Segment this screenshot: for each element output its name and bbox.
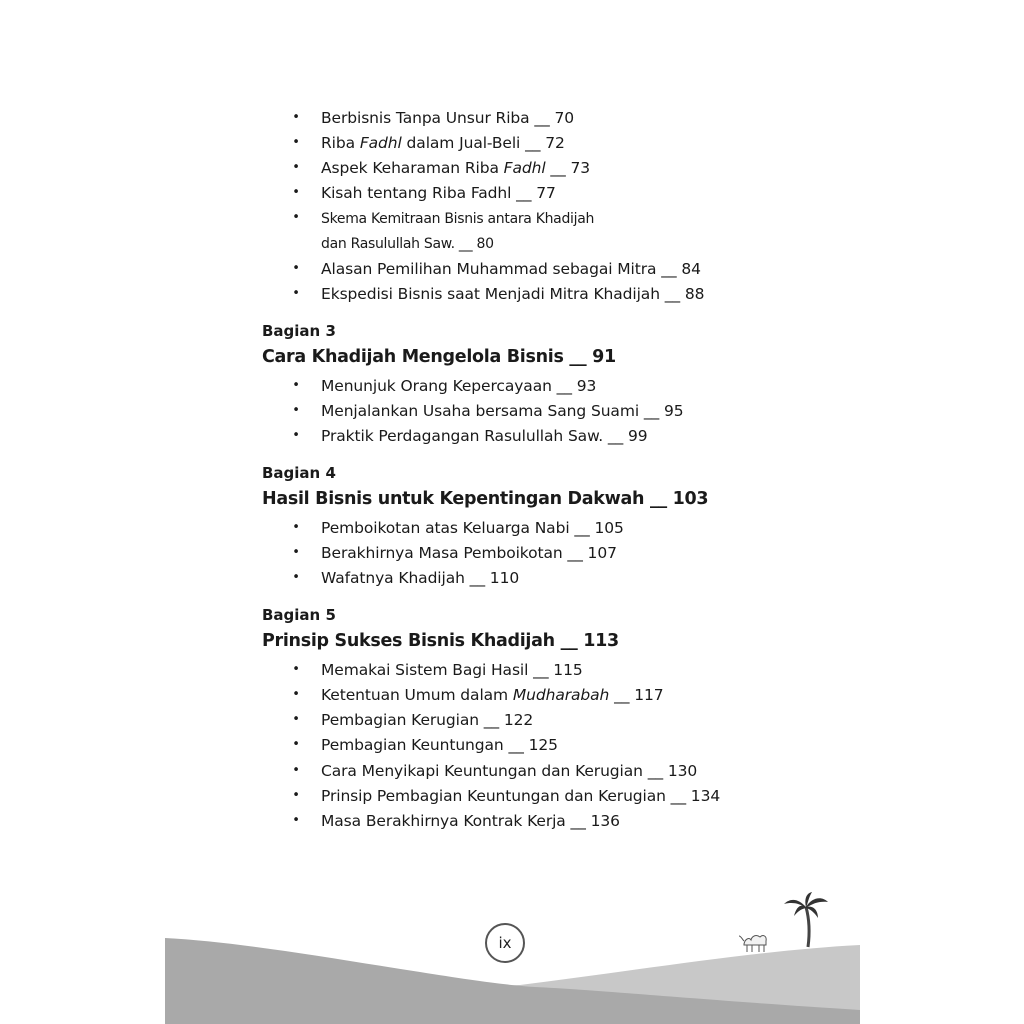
toc-entry [292,376,597,396]
toc-entry-text: Berakhirnya Masa Pemboikotan __ 107 [321,544,617,562]
palm-tree-icon [784,892,828,947]
part-title: Hasil Bisnis untuk Kepentingan Dakwah __ 103 [262,489,709,509]
toc-entry [292,284,705,304]
bullet-icon: • [292,570,300,585]
toc-entry-text: Pembagian Kerugian __ 122 [321,711,534,729]
toc-entry-text: Alasan Pemilihan Muhammad sebagai Mitra __ 84 [321,260,701,278]
toc-entry [292,660,583,680]
toc-entry [292,761,698,781]
toc-entry-text: Berbisnis Tanpa Unsur Riba __ 70 [321,109,575,127]
bullet-icon: • [292,378,300,393]
toc-entry [292,259,701,279]
toc-entry-text-italic: Mudharabah [512,686,610,704]
toc-entry-text: Ekspedisi Bisnis saat Menjadi Mitra Khadijah __ 88 [321,285,705,303]
toc-entry-text: Praktik Perdagangan Rasulullah Saw. __ 99 [321,427,648,445]
bullet-icon: • [292,110,300,125]
toc-entry-text: Wafatnya Khadijah __ 110 [321,569,520,587]
toc-entry [292,108,575,128]
toc-entry-text: Memakai Sistem Bagi Hasil __ 115 [321,661,583,679]
part-title: Prinsip Sukses Bisnis Khadijah __ 113 [262,631,619,651]
toc-entry-text-pre: Ketentuan Umum dalam [321,686,513,704]
toc-entry-text: Masa Berakhirnya Kontrak Kerja __ 136 [321,812,620,830]
part-title: Cara Khadijah Mengelola Bisnis __ 91 [262,347,616,367]
bullet-icon: • [292,520,300,535]
toc-entry [292,518,624,538]
toc-entry [292,786,721,806]
bullet-icon: • [292,687,300,702]
toc-entry-text: Prinsip Pembagian Keuntungan dan Kerugian __ 134 [321,787,721,805]
page-number: ix [485,923,525,963]
toc-entry [292,426,648,446]
toc-entry-text: Pembagian Keuntungan __ 125 [321,736,558,754]
toc-entry [292,543,617,563]
toc-entry-text-pre: Aspek Keharaman Riba [321,159,504,177]
bullet-icon: • [292,428,300,443]
toc-entry [292,685,664,705]
toc-entry-text-pre: Riba [321,134,360,152]
toc-entry-text-italic: Fadhl [503,159,546,177]
toc-entry-text-post: __ 73 [545,159,591,177]
bullet-icon: • [292,662,300,677]
toc-entry [292,811,620,831]
bullet-icon: • [292,286,300,301]
toc-entry [292,401,684,421]
bullet-icon: • [292,210,300,225]
part-label: Bagian 3 [262,322,336,340]
bullet-icon: • [292,160,300,175]
bullet-icon: • [292,712,300,727]
bullet-icon: • [292,403,300,418]
toc-entry-text-line2: dan Rasulullah Saw. __ 80 [321,236,494,252]
toc-entry-continuation [321,233,494,254]
toc-entry-text: Kisah tentang Riba Fadhl __ 77 [321,184,556,202]
bullet-icon: • [292,737,300,752]
bullet-icon: • [292,813,300,828]
toc-entry [292,133,565,153]
toc-entry-text-italic: Fadhl [359,134,402,152]
bullet-icon: • [292,135,300,150]
camel-icon [739,936,766,952]
toc-entry-text: Pemboikotan atas Keluarga Nabi __ 105 [321,519,624,537]
toc-entry-text: Cara Menyikapi Keuntungan dan Kerugian __ 130 [321,762,698,780]
toc-entry-text: Menjalankan Usaha bersama Sang Suami __ 95 [321,402,684,420]
toc-entry [292,710,534,730]
bullet-icon: • [292,763,300,778]
toc-entry-text-post: __ 117 [609,686,664,704]
toc-entry [292,208,595,229]
toc-entry-text-line1: Skema Kemitraan Bisnis antara Khadijah [321,211,595,227]
toc-entry [292,735,558,755]
toc-entry [292,158,591,178]
bullet-icon: • [292,788,300,803]
bullet-icon: • [292,185,300,200]
toc-entry [292,568,520,588]
part-label: Bagian 5 [262,606,336,624]
toc-entry-text-post: dalam Jual-Beli __ 72 [401,134,565,152]
toc-entry-text: Menunjuk Orang Kepercayaan __ 93 [321,377,597,395]
toc-entry [292,183,556,203]
bullet-icon: • [292,261,300,276]
part-label: Bagian 4 [262,464,336,482]
bullet-icon: • [292,545,300,560]
